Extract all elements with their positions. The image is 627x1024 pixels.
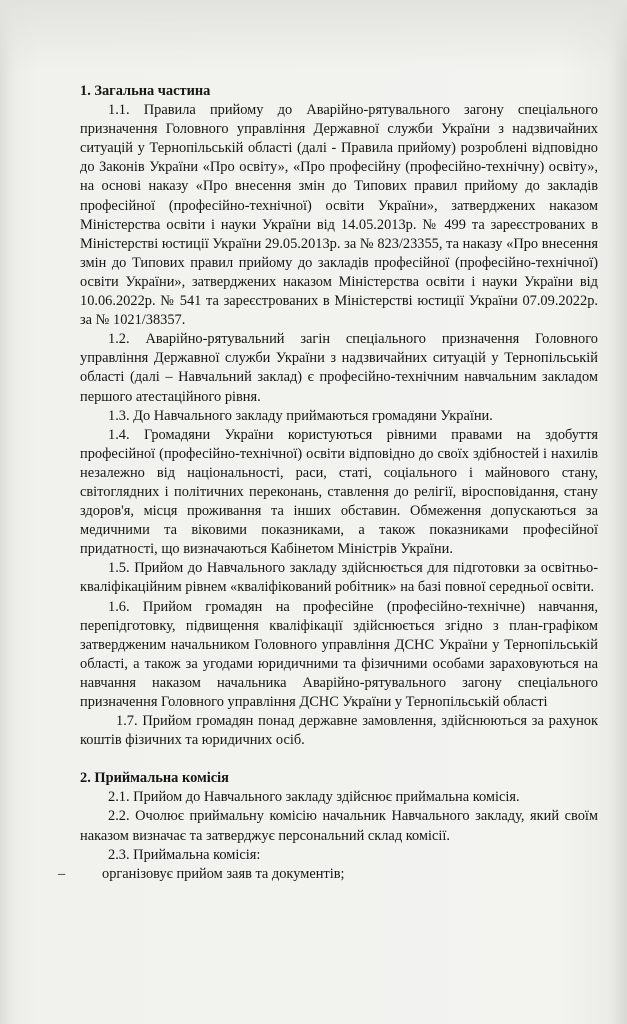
paragraph-2-3: 2.3. Приймальна комісія: xyxy=(108,846,261,863)
section-spacer xyxy=(80,750,598,769)
scan-shading xyxy=(0,0,627,70)
section-title: 1. Загальна частина xyxy=(80,83,211,99)
list-marker: – xyxy=(58,865,66,882)
paragraph-2-1: 2.1. Прийом до Навчального закладу здійснює приймальна комісія. xyxy=(108,789,520,806)
paragraph-1-2: 1.2. Аварійно-рятувальний загін спеціального призначення Головного управління Державної служби України з надзвичайних ситуацій у Тернопільській області (далі – Навчальний заклад) є професійно-технічним навчальним закладом першого атестаційного рівня. xyxy=(80,331,598,405)
paragraph-1-4: 1.4. Громадяни України користуються рівними правами на здобуття професійної (професійно-технічної) освіти відповідно до своїх здібностей і нахилів незалежно від національності, раси, статі, соціального і майнового стану, світоглядних і політичних переконань, ставлення до релігії, віросповідання, стану здоров'я, місця проживання та інших обставин. Обмеження допускаються за медичними та віковими показниками, а також показниками професійної придатності, що визначаються Кабінетом Міністрів України. xyxy=(80,426,598,558)
list-item-text: організовує прийом заяв та документів; xyxy=(102,865,345,882)
section-general xyxy=(80,82,598,750)
section-title: 2. Приймальна комісія xyxy=(80,770,229,787)
paragraph-1-1: 1.1. Правила прийому до Аварійно-рятувального загону спеціального призначення Головного управління Державної служби України з надзвичайних ситуацій у Тернопільській області (далі - Правила прийому) розроблені відповідно до Законів України «Про освіту», «Про професійну (професійно-технічну) освіту», на основі наказу «Про внесення змін до Типових правил прийому до закладів професійної (професійно-технічної) освіти України», затверджених наказом Міністерства освіти і науки України від 14.05.2013р. № 499 та зареєстрованих в Міністерстві юстиції України 29.05.2013р. за № 823/23355, та наказу «Про внесення змін до Типових правил прийому до закладів професійної (професійно-технічної) освіти України», затверджених наказом Міністерства освіти і науки України від 10.06.2022р. № 541 та зареєстрованих в Міністерстві юстиції України 07.09.2022р. за № 1021/38357. xyxy=(80,102,598,329)
section-admission-committee xyxy=(58,769,598,884)
paragraph-1-3: 1.3. До Навчального закладу приймаються громадяни України. xyxy=(108,407,493,424)
document-body xyxy=(58,82,598,884)
list-item xyxy=(58,865,598,884)
paragraph-1-6: 1.6. Прийом громадян на професійне (професійно-технічне) навчання, перепідготовку, підвищення кваліфікації здійснюється згідно з план-графіком затвердженим начальником Головного управління ДСНС України у Тернопільській області, а також за угодами юридичними та фізичними особами зараховуються на навчання наказом начальника Аварійно-рятувального загону спеціального призначення Головного управління ДСНС України у Тернопільській області xyxy=(80,598,598,710)
paragraph-2-2: 2.2. Очолює приймальну комісію начальник Навчального закладу, який своїм наказом визначає та затверджує персональний склад комісії. xyxy=(80,808,598,844)
paragraph-1-7: 1.7. Прийом громадян понад державне замовлення, здійснюються за рахунок коштів фізичних та юридичних осіб. xyxy=(80,713,598,749)
paragraph-1-5: 1.5. Прийом до Навчального закладу здійснюється для підготовки за освітньо-кваліфікаційним рівнем «кваліфікований робітник» на базі повної середньої освіти. xyxy=(80,560,598,596)
